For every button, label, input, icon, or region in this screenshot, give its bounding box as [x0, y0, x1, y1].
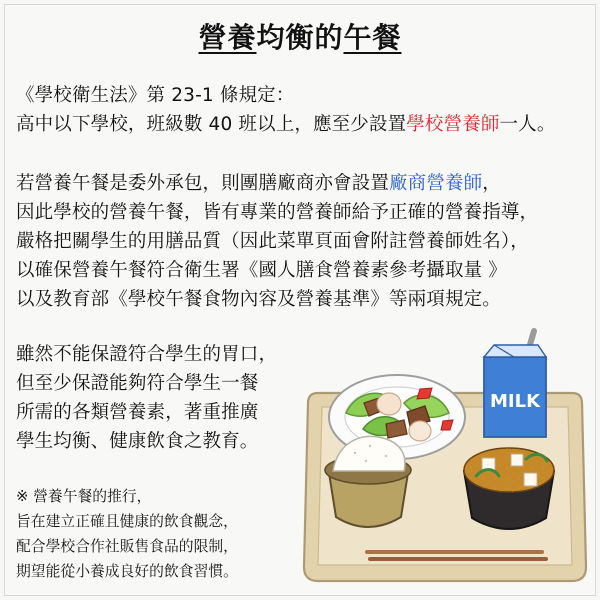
paragraph2-line1-before: 若營養午餐是委外承包，則團膳廠商亦會設置	[16, 173, 390, 194]
miso-soup-bowl	[464, 448, 554, 529]
paragraph3-line4: 學生均衡、健康飲食之教育。	[16, 431, 259, 452]
page-title	[0, 18, 600, 58]
title-part-underlined-1: 營養	[198, 21, 257, 54]
milk-label: MILK	[489, 391, 541, 412]
paragraph2-line3: 嚴格把關學生的用膳品質（因此菜單頁面會附註營養師姓名），	[16, 231, 529, 252]
milk-box-top	[484, 345, 546, 357]
paragraph1-line2-before: 高中以下學校，班級數 40 班以上，應至少設置	[16, 114, 407, 135]
school-dietitian-highlight: 學校營養師	[406, 114, 500, 135]
paragraph3-line1: 雖然不能保證符合學生的胃口，	[16, 344, 278, 365]
paragraph1-line1: 《學校衛生法》第 23-1 條規定：	[16, 85, 295, 106]
paragraph1-line2	[16, 113, 555, 137]
squid-piece-2	[409, 421, 431, 441]
title-part-underlined-2: 午餐	[343, 21, 402, 54]
paragraph2-line2: 因此學校的營養午餐，皆有專業的營養師給予正確的營養指導，	[16, 202, 539, 223]
title-part-middle: 均衡的	[256, 21, 344, 54]
paragraph2-line4: 以確保營養午餐符合衛生署《國人膳食營養素參考攝取量 》	[16, 260, 507, 281]
school-lunch-illustration	[300, 305, 590, 590]
note-line2: 旨在建立正確且健康的飲食觀念，	[16, 513, 238, 530]
tofu-cube-3	[524, 473, 537, 486]
squid-piece	[377, 393, 401, 415]
paragraph2-line1	[16, 172, 501, 196]
paragraph2-line1-after: ，	[482, 173, 501, 194]
meat-piece-3	[386, 420, 407, 438]
paragraph3-line2: 但至少保證能夠符合學生一餐	[16, 373, 259, 394]
milk-carton	[484, 331, 546, 437]
note-line4: 期望能從小養成良好的飲食習慣。	[16, 563, 238, 580]
paragraph2-line5: 以及教育部《學校午餐食物內容及營養基準》等兩項規定。	[16, 289, 501, 310]
note-line3: 配合學校合作社販售食品的限制，	[16, 538, 238, 555]
tofu-cube-2	[511, 454, 523, 466]
note-line1: ※ 營養午餐的推行，	[16, 488, 152, 505]
paragraph3-line3: 所需的各類營養素，著重推廣	[16, 402, 259, 423]
paragraph1-line2-after: 一人。	[499, 114, 556, 135]
vendor-dietitian-highlight: 廠商營養師	[389, 173, 483, 194]
